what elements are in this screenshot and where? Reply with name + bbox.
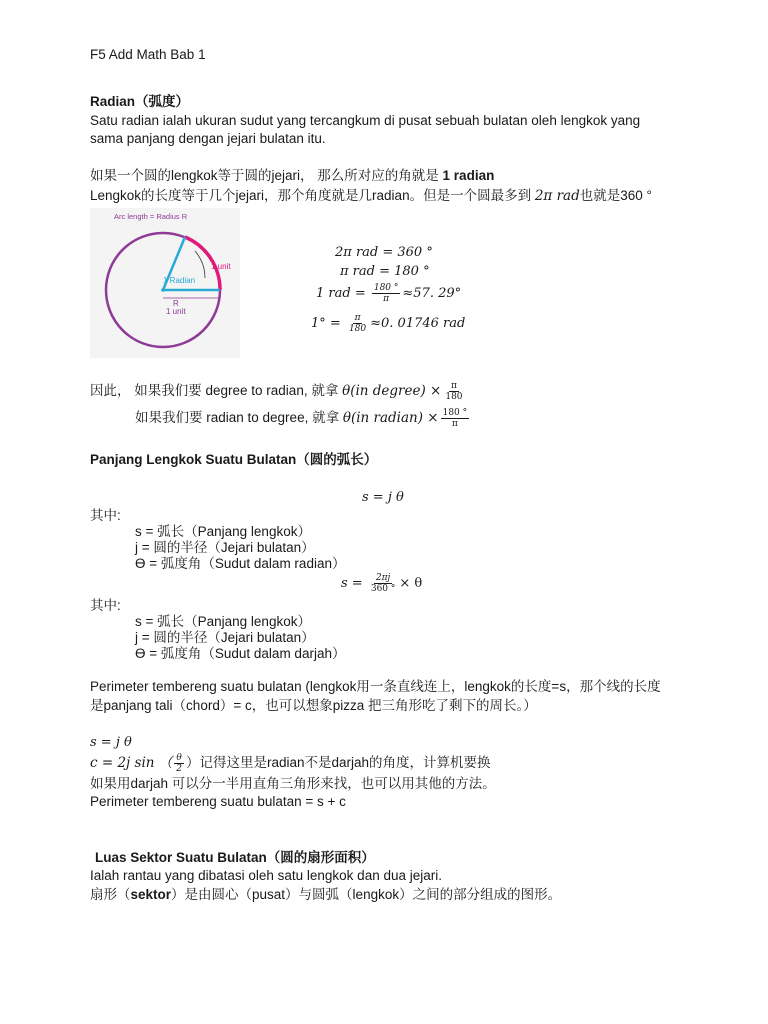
equation-2pi-rad: 2π rad = 360 ° bbox=[335, 245, 433, 260]
equation-1-degree bbox=[311, 313, 465, 334]
conversion-radian-to-degree bbox=[135, 407, 471, 429]
arc-length-heading: Panjang Lengkok Suatu Bulatan（圆的弧长） bbox=[90, 452, 378, 467]
definition-j-2: j = 圆的半径（Jejari bulatan） bbox=[135, 630, 315, 645]
definition-theta-radian: Ɵ = 弧度角（Sudut dalam radian） bbox=[135, 556, 346, 571]
arc-formula-degree bbox=[341, 573, 422, 594]
document-header: F5 Add Math Bab 1 bbox=[90, 47, 206, 62]
one-radian-label: 1 Radian bbox=[163, 276, 196, 285]
conversion-1-numerator: π bbox=[450, 380, 457, 391]
perimeter-formula-s: s = j θ bbox=[90, 735, 132, 750]
radian-chinese-line2-text: Lengkok的长度等于几个jejari，那个角度就是几radian。但是一个圆最多到 bbox=[90, 188, 535, 203]
conversion-2-text: 如果我们要 radian to degree, 就拿 bbox=[135, 410, 343, 425]
chord-formula-lhs: c = 2j sin （ bbox=[90, 755, 173, 771]
equation-1-rad-lhs: 1 rad = bbox=[316, 286, 370, 301]
two-pi-rad: 2π rad bbox=[534, 188, 580, 204]
radius-r-label: R bbox=[173, 299, 179, 308]
where-label-1: 其中: bbox=[90, 508, 121, 523]
radian-definition-line2: sama panjang dengan jejari bulatan itu. bbox=[90, 131, 326, 146]
equation-1-degree-numerator: π bbox=[354, 313, 361, 323]
chord-formula-note: ）记得这里是radian不是darjah的角度，计算机要换 bbox=[186, 755, 491, 770]
radian-chinese-line1-text: 如果一个圆的lengkok等于圆的jejari， 那么所对应的角就是 bbox=[90, 168, 443, 183]
arc-length-label: Arc length = Radius R bbox=[114, 212, 188, 221]
perimeter-line1: Perimeter tembereng suatu bulatan (lengkok用一条直线连上，lengkok的长度=s，那个线的长度 bbox=[90, 679, 661, 694]
equation-1-rad-numerator: 180 ° bbox=[373, 283, 399, 293]
perimeter-line4: Perimeter tembereng suatu bulatan = s + c bbox=[90, 794, 346, 809]
perimeter-line2: 是panjang tali（chord）= c，也可以想象pizza 把三角形吃了剩下的周长。） bbox=[90, 698, 537, 713]
one-radian-bold: 1 radian bbox=[442, 168, 495, 183]
equation-1-degree-result: ≈0. 01746 rad bbox=[370, 316, 466, 331]
radian-chinese-line2-end: 也就是360 ° bbox=[579, 188, 652, 203]
conversion-2-denominator: π bbox=[451, 418, 458, 429]
conversion-2-math: θ(in radian) × bbox=[342, 410, 439, 426]
radian-diagram-svg bbox=[90, 208, 240, 358]
conversion-degree-to-radian bbox=[90, 380, 467, 402]
definition-s: s = 弧长（Panjang lengkok） bbox=[135, 524, 311, 539]
definition-j: j = 圆的半径（Jejari bulatan） bbox=[135, 540, 315, 555]
radian-chinese-line2 bbox=[90, 187, 652, 205]
arc-arrow bbox=[195, 251, 205, 278]
chord-formula-denominator: 2 bbox=[176, 763, 182, 774]
sector-line2-end: ）是由圆心（pusat）与圆弧（lengkok）之间的部分组成的图形。 bbox=[171, 887, 562, 902]
equation-1-rad bbox=[316, 283, 461, 304]
radian-heading: Radian（弧度） bbox=[90, 94, 190, 109]
radian-definition-line1: Satu radian ialah ukuran sudut yang tercangkum di pusat sebuah bulatan oleh lengkok yang bbox=[90, 113, 641, 128]
arc-formula-denominator: 360 ° bbox=[370, 584, 396, 594]
arc-unit-label: 1 unit bbox=[211, 262, 231, 271]
arc-formula-radian: s = j θ bbox=[362, 490, 404, 505]
center-point bbox=[161, 288, 165, 292]
sektor-bold: sektor bbox=[130, 887, 172, 902]
sector-line2-start: 扇形（ bbox=[90, 887, 131, 902]
arc-formula-numerator: 2πj bbox=[375, 573, 391, 583]
sector-heading: Luas Sektor Suatu Bulatan（圆的扇形面积） bbox=[95, 850, 375, 865]
equation-1-degree-denominator: 180 bbox=[348, 324, 367, 334]
perimeter-formula-c bbox=[90, 752, 491, 774]
conversion-1-text: 因此， 如果我们要 degree to radian, 就拿 bbox=[90, 383, 343, 398]
equation-pi-rad: π rad = 180 ° bbox=[340, 264, 430, 279]
definition-theta-degree: Ɵ = 弧度角（Sudut dalam darjah） bbox=[135, 646, 346, 661]
arc-formula-degree-lhs: s = bbox=[341, 576, 367, 591]
conversion-2-numerator: 180 ° bbox=[442, 407, 468, 418]
equation-1-rad-denominator: π bbox=[383, 294, 390, 304]
chord-formula-numerator: θ bbox=[176, 752, 182, 763]
perimeter-line3: 如果用darjah 可以分一半用直角三角形来找，也可以用其他的方法。 bbox=[90, 776, 496, 791]
radian-chinese-line1 bbox=[90, 167, 494, 185]
equation-1-degree-lhs: 1° = bbox=[311, 316, 345, 331]
arc-formula-degree-rhs: × θ bbox=[399, 576, 423, 591]
sector-line2 bbox=[90, 886, 561, 904]
radian-diagram bbox=[90, 208, 240, 358]
conversion-1-math: θ(in degree) × bbox=[342, 383, 442, 399]
definition-s-2: s = 弧长（Panjang lengkok） bbox=[135, 614, 311, 629]
sector-line1: Ialah rantau yang dibatasi oleh satu lengkok dan dua jejari. bbox=[90, 868, 442, 883]
conversion-1-denominator: 180 bbox=[445, 391, 463, 402]
equation-1-rad-result: ≈57. 29° bbox=[402, 286, 462, 301]
radius-unit-label: 1 unit bbox=[166, 307, 186, 316]
where-label-2: 其中: bbox=[90, 598, 121, 613]
